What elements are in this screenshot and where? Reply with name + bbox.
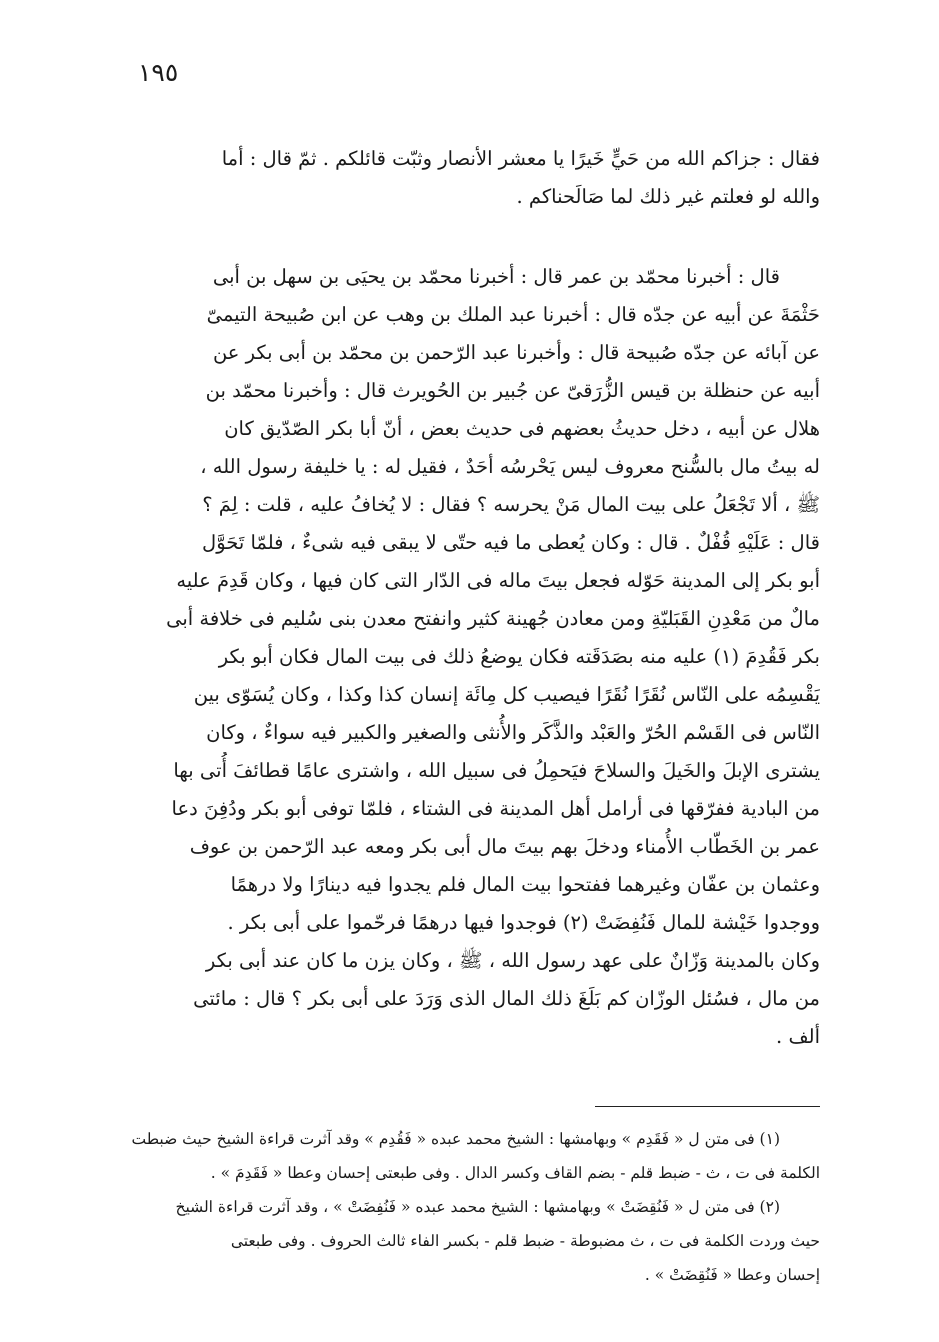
text-line: قال : أخبرنا محمّد بن عمر قال : أخبرنا محمّد بن يحيَى بن سهل بن أبى <box>212 265 780 288</box>
footnote-line: إحسان وعطا « فَنُقِضَتْ » . <box>644 1266 820 1284</box>
text-line: عن آبائه عن جدّه صُبيحة قال : وأخبرنا عبد الرّحمن بن محمّد بن أبى بكر عن <box>212 341 820 364</box>
paragraph-1 <box>120 140 820 216</box>
footnotes <box>130 1122 820 1292</box>
text-line: عمر بن الخَطّاب الأُمناء ودخلَ بهم بيتَ مال أبى بكر ومعه عبد الرّحمن بن عوف <box>189 835 820 858</box>
footnote-line: (١) فى متن ل « فَقَدِم » وبهامشها : الشيخ محمد عبده « فَقُدِم » وقد آثرت قراءة الشيخ حيث ضبطت <box>131 1130 780 1148</box>
footnote-separator <box>595 1106 820 1107</box>
text-line: يشترى الإبلَ والخَيلَ والسلاحَ فيَحمِلُ فى سبيل الله ، واشترى عامًا قطائفَ أُتى بها <box>173 759 820 782</box>
text-line: مالٌ من مَعْدِنِ القَبَليّةِ ومن معادن جُهينة كثير وانفتح معدن بنى سُليم فى خلافة أبى <box>166 607 820 630</box>
text-line: ووجدوا خَيْشة للمال فَنُفِضَتْ (٢) فوجدوا فيها درهمًا فرحّموا على أبى بكر . <box>227 911 820 934</box>
text-line: ﷺ ، ألا تَجْعَلُ على بيت المال مَنْ يحرسه ؟ فقال : لا يُخافُ عليه ، قلت : لِمَ ؟ <box>202 493 820 516</box>
text-line: له بيتُ مال بالسُّنح معروف ليس يَحْرسُه أحَدٌ ، فقيل له : يا خليفة رسول الله ، <box>200 455 820 478</box>
footnote-line: حيث وردت الكلمة فى ت ، ث مضبوطة - ضبط قلم - بكسر الفاء ثالث الحروف . وفى طبعتى <box>230 1232 820 1250</box>
text-line: هلال عن أبيه ، دخل حديثُ بعضهم فى حديث بعض ، أنّ أبا بكر الصّدّيق كان <box>224 417 820 440</box>
text-line: من مال ، فسُئل الوزّان كم بَلَغَ ذلك المال الذى وَرَدَ على أبى بكر ؟ قال : مائتى <box>193 987 820 1010</box>
text-line: بكر فَقُدِمَ (١) عليه منه بصَدَقَته فكان يوضعُ ذلك فى بيت المال فكان أبو بكر <box>218 645 820 668</box>
text-line: وكان بالمدينة وَزّانٌ على عهد رسول الله ، ﷺ ، وكان يزن ما كان عند أبى بكر <box>205 949 820 972</box>
footnote-line: (٢) فى متن ل « فَنُقِضَتْ » وبهامشها : الشيخ محمد عبده « فَنُفِضَتْ » ، وقد آثرت قراءة الشيخ <box>175 1198 780 1216</box>
footnote-line: الكلمة فى ت ، ث - ضبط قلم - بضم القاف وكسر الدال . وفى طبعتى إحسان وعطا « فَقَدِمَ » . <box>210 1164 820 1182</box>
text-line: وعثمان بن عفّان وغيرهما ففتحوا بيت المال فلم يجدوا فيه دينارًا ولا درهمًا <box>230 873 820 896</box>
text-line: أبو بكر إلى المدينة حَوّله فجعل بيتَ ماله فى الدّار التى كان فيها ، وكان قَدِمَ عليه <box>176 569 820 592</box>
text-line: والله لو فعلتم غير ذلك لما صَالَحناكم . <box>516 185 820 208</box>
paragraph-2 <box>120 258 820 1056</box>
text-line: من البادية ففرّقها فى أرامل أهل المدينة فى الشتاء ، فلمّا توفى أبو بكر ودُفِنَ دعا <box>171 797 820 820</box>
text-line: يَقْسِمُه على النّاس نُقَرًا نُقَرًا فيصيب كل مِائَة إنسان كذا وكذا ، وكان يُسَوّى بين <box>193 683 820 706</box>
text-line: حَثْمَةَ عن أبيه عن جدّه قال : أخبرنا عبد الملك بن وهب عن ابن صُبيحة التيمىّ <box>206 303 820 326</box>
text-line: ألف . <box>776 1025 820 1048</box>
page-number: ١٩٥ <box>138 58 179 87</box>
text-line: قال : عَلَيْهِ قُفْلٌ . قال : وكان يُعطى ما فيه حتّى لا يبقى فيه شىءٌ ، فلمّا تَحَوَّل <box>202 531 820 554</box>
text-line: أبيه عن حنظلة بن قيس الزُّرَقىّ عن جُبير بن الحُويرث قال : وأخبرنا محمّد بن <box>205 379 820 402</box>
text-line: فقال : جزاكم الله من حَيٍّ خَيرًا يا معشر الأنصار وثبّت قائلكم . ثمّ قال : أما <box>221 147 820 170</box>
text-line: النّاس فى القَسْم الحُرّ والعَبْد والذَّكَر والأُنثى والصغير والكبير فيه سواءٌ ، وكان <box>206 721 820 744</box>
